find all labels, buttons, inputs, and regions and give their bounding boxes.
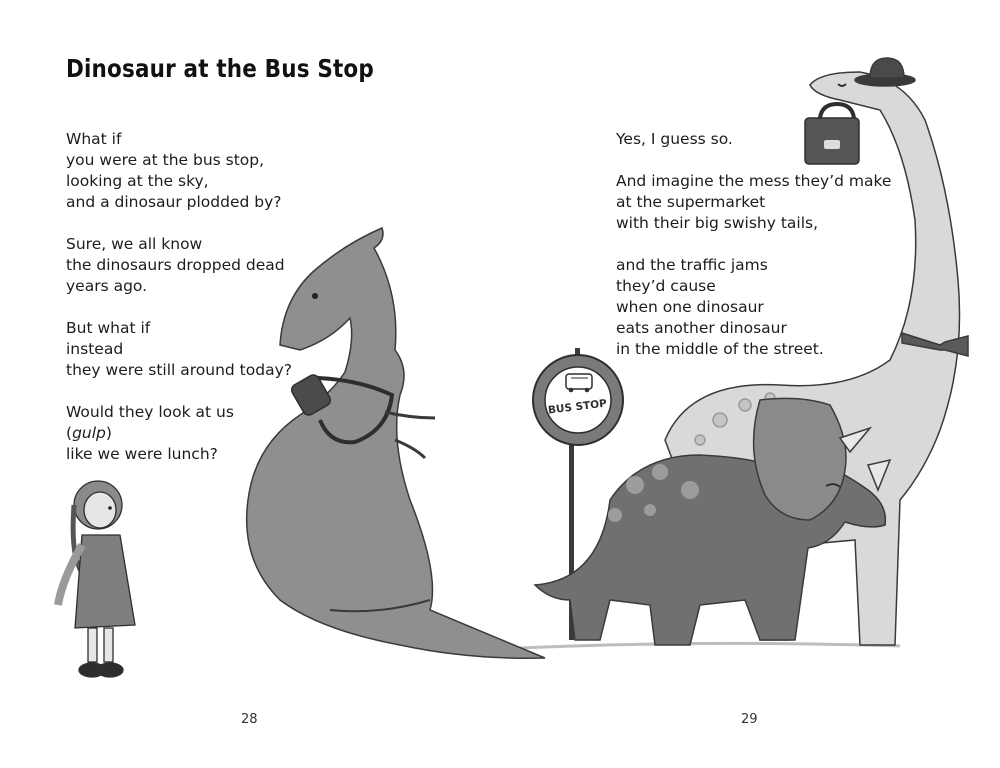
poem-line: with their big swishy tails, [616, 214, 819, 232]
poem-line: years ago. [66, 277, 148, 295]
ground-line [520, 643, 900, 648]
stanza [616, 171, 906, 234]
stanza [66, 318, 366, 381]
poem-line: and the traffic jams [616, 256, 768, 274]
page-number-right: 29 [741, 712, 758, 727]
stanza [616, 129, 906, 150]
poem-line: eats another dinosaur [616, 319, 787, 337]
poem-line: Would they look at us [66, 403, 234, 421]
stanza [66, 234, 366, 297]
poem-line: like we were lunch? [66, 445, 218, 463]
bowler-hat-icon [855, 58, 915, 86]
right-poem [616, 129, 906, 381]
poem-line: at the supermarket [616, 193, 766, 211]
stanza [66, 129, 366, 213]
poem-line: And imagine the mess they’d make [616, 172, 892, 190]
poem-line: looking at the sky, [66, 172, 209, 190]
poem-line: and a dinosaur plodded by? [66, 193, 282, 211]
poem-line: they’d cause [616, 277, 716, 295]
girl-illustration [58, 481, 135, 677]
poem-line: Yes, I guess so. [616, 130, 733, 148]
bus-stop-sign-text: BUS STOP [547, 397, 608, 417]
poem-line: in the middle of the street. [616, 340, 824, 358]
bus-icon [566, 374, 592, 392]
poem-line: when one dinosaur [616, 298, 764, 316]
stanza [66, 402, 366, 465]
poem-line: you were at the bus stop, [66, 151, 265, 169]
poem-line: But what if [66, 319, 151, 337]
poem-line: the dinosaurs dropped dead [66, 256, 285, 274]
poem-line: What if [66, 130, 122, 148]
stanza [616, 255, 906, 360]
poem-line: (gulp) [66, 424, 112, 442]
left-poem [66, 129, 366, 486]
poem-line: they were still around today? [66, 361, 292, 379]
poem-line: instead [66, 340, 124, 358]
poem-line: Sure, we all know [66, 235, 203, 253]
page-number-left: 28 [241, 712, 258, 727]
page-title: Dinosaur at the Bus Stop [66, 54, 374, 83]
